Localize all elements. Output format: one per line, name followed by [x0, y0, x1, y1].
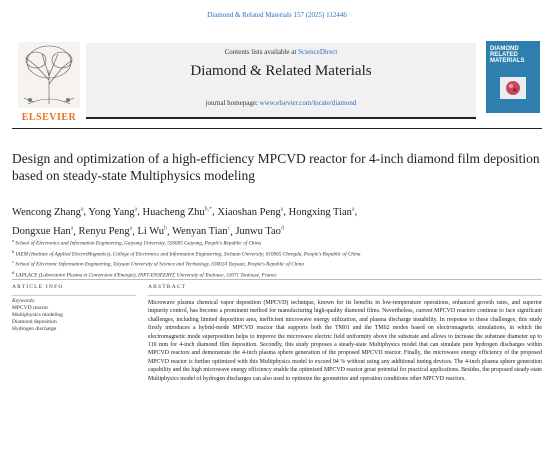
author[interactable]: Li Wu$^b$: [137, 225, 168, 237]
cover-art-icon: [500, 77, 526, 99]
keywords-label: Keywords:: [12, 298, 36, 304]
author[interactable]: Renyu Peng$^a$: [78, 225, 133, 237]
affiliation: $^a$ School of Electronics and Information Engineering, Guiyang University, 550005 Guiyang, People's Republic of China: [12, 238, 262, 247]
cover-title-line-1: DIAMOND: [490, 46, 519, 52]
abstract-heading: ABSTRACT: [148, 284, 187, 290]
section-divider: [12, 279, 542, 280]
keyword: Hydrogen discharge: [12, 326, 57, 332]
author[interactable]: Wenyan Tian$^c$: [172, 225, 231, 237]
journal-header: [12, 40, 542, 126]
author[interactable]: Xiaoshan Peng$^a$: [217, 206, 284, 218]
article-info-heading: ARTICLE INFO: [12, 284, 64, 290]
contents-prefix: Contents lists available at: [224, 48, 299, 56]
affiliation: $^b$ IAEM (Institute of Applied ElectroMagnetics), College of Electronics and Information Engineering, Sichuan University, 610065 Chengdu, People's Republic of China: [12, 248, 361, 258]
banner-divider: [86, 117, 476, 119]
homepage-line: [86, 99, 476, 107]
sciencedirect-link[interactable]: ScienceDirect: [298, 48, 338, 56]
cover-title: [490, 46, 525, 64]
author[interactable]: Yong Yang$^a$: [88, 206, 138, 218]
article-info-divider: [12, 295, 136, 296]
affiliations: [12, 237, 542, 280]
journal-name: Diamond & Related Materials: [190, 63, 372, 79]
keyword: Multiphysics modeling: [12, 312, 63, 318]
journal-cover[interactable]: [486, 41, 540, 113]
publisher-name: ELSEVIER: [21, 112, 77, 123]
homepage-prefix: journal homepage:: [205, 99, 260, 107]
cover-title-line-2: RELATED: [490, 52, 518, 58]
abstract-text: Microwave plasma chemical vapor deposition (MPCVD) technique, known for its benefits in low-temperature operations, enhanced growth rates, and superior impurity control, has become a prominent method for manufacturing high-quality diamond films. Nevertheless, current MPCVD reactors continue to face significant challenges, including limited deposition area, inefficient microwave energy utilization, and plasma discharge instability. In response to these challenges, this study firstly introduces a hybrid-mode MPCVD reactor that supports both the TM01 and the TM02 modes based on electromagnetic simulations, in which the electromagnetic mode superposition helps to improve the microwave electric field uniformity above the substrate and allows to increase the substrate diameter up to 110 mm for 4-inch diamond film deposition. Secondly, this study proposes a steady-state Multiphysics model that can simulate pure hydrogen discharges within MPCVD reactors and demonstrate the 4-inch plasma sphere generation of the proposed MPCVD reactor. Finally, the microwave energy efficiency of the proposed MPCVD reactor is further optimized with this Multiphysics model to exceed 94 % without using any additional tuning devices. The 4-inch plasma sphere generation capability and the high microwave energy efficiency enable the optimized MPCVD reactor great potential for practical applications. Besides, the proposed steady-state Multiphysics model of hydrogen discharges can also used to optimize the geometries and operation conditions other MPCVD reactors.: [148, 300, 542, 382]
journal-banner: [86, 43, 476, 117]
keyword: Diamond deposition: [12, 319, 57, 325]
author[interactable]: Junwu Tao$^d$: [235, 225, 284, 237]
author[interactable]: Wencong Zhang$^a$: [12, 206, 84, 218]
abstract-divider: [148, 295, 542, 296]
author[interactable]: Huacheng Zhu$^{b,*}$: [142, 206, 213, 218]
cover-title-line-3: MATERIALS: [490, 58, 525, 64]
keywords-block: [12, 298, 136, 333]
paper-title: Design and optimization of a high-efficiency MPCVD reactor for 4-inch diamond film deposition based on steady-state Multiphysics modeling: [12, 151, 540, 183]
author[interactable]: Dongxue Han$^a$: [12, 225, 74, 237]
journal-reference[interactable]: Diamond & Related Materials 157 (2025) 112446: [207, 11, 347, 19]
contents-line: [86, 48, 476, 56]
author[interactable]: Hongxing Tian$^a$: [288, 206, 355, 218]
header-divider: [12, 128, 542, 129]
author-list: Wencong Zhang$^a$, Yong Yang$^a$, Huacheng Zhu$^{b,*}$, Xiaoshan Peng$^a$, Hongxing Tian$^a$, Dongxue Han$^a$, Renyu Peng$^a$, Li Wu$^b$, Wenyan Tian$^c$, Junwu Tao$^d$: [12, 206, 358, 237]
keyword: MPCVD reactor: [12, 305, 49, 311]
affiliation: $^c$ School of Electronic Information Engineering, Taiyuan University of Science and Technology, 030024 Taiyuan, People's Republic of China: [12, 259, 304, 269]
affiliation: $^d$ LAPLACE (Laboratoire Plasma et Conversion d'Energie), INPT-ENSEEIHT, University of Toulouse, 31071 Toulouse, France: [12, 270, 277, 279]
homepage-link[interactable]: www.elsevier.com/locate/diamond: [259, 99, 357, 107]
